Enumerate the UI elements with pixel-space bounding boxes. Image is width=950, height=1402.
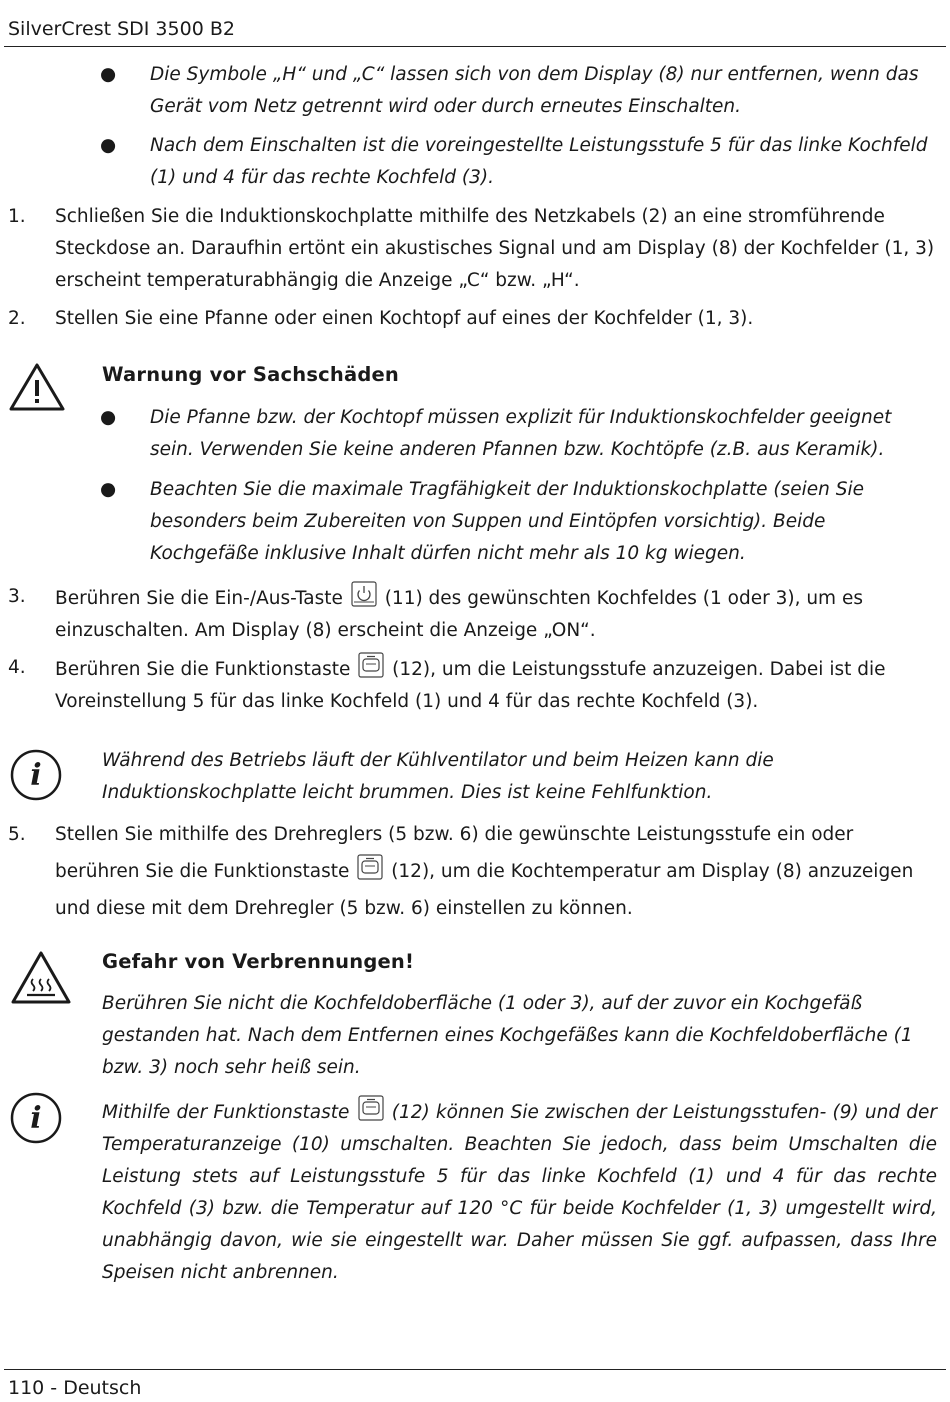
bullet-text: Die Pfanne bzw. der Kochtopf müssen explizit für Induktionskochfelder geeignet sein. Verwenden Sie keine anderen Pfannen bzw. Kochtöpfe (z.B. aus Keramik). [150,407,892,460]
step-3 [8,581,938,647]
info-text: (12) können Sie zwischen der Leistungsstufen- (9) und der Temperaturanzeige (10) umschalten. Beachten Sie jedoch, dass beim Umschalten die Leistung stets auf Leistungsstufe 5 für das linke Kochfeld (1) und 4 für das rechte Kochfeld (3) bzw. die Temperatur auf 120 °C für beide Kochfelder (1, 3) umgestellt wird, unabhängig davon, wie sie eingestellt war. Daher müssen Sie ggf. aufpassen, dass Ihre Speisen nicht anbrennen. [102,1102,937,1283]
step-2 [8,303,938,335]
footer-rule [4,1369,946,1370]
step-text: Berühren Sie die Funktionstaste [55,659,351,680]
warning-triangle-icon [7,361,67,413]
header-rule [4,46,946,47]
page-header: SilverCrest SDI 3500 B2 [8,18,235,40]
step-text: Stellen Sie mithilfe des Drehreglers (5 bzw. 6) die gewünschte Leistungsstufe ein oder berühren Sie die Funktionstaste [55,824,854,882]
svg-text:i: i [30,758,42,793]
step-number: 3. [8,586,26,607]
step-text: Berühren Sie die Ein-/Aus-Taste [55,588,343,609]
step-5 [8,816,938,927]
bullet-icon: ● [100,479,117,500]
function-key-icon [358,1095,384,1121]
step-text: (11) des gewünschten Kochfeldes (1 oder 3), um es einzuschalten. Am Display (8) erscheint die Anzeige „ON“. [55,588,863,641]
power-key-icon [351,581,377,607]
list-item [100,474,930,570]
step-number: 4. [8,657,26,678]
function-key-icon [357,854,383,880]
step-number: 1. [8,206,26,227]
bullet-text: Nach dem Einschalten ist die voreingestellte Leistungsstufe 5 für das linke Kochfeld (1) und 4 für das rechte Kochfeld (3). [150,135,928,188]
burn-warning-title: Gefahr von Verbrennungen! [102,950,415,973]
list-item [100,402,930,466]
bullet-icon: ● [100,407,117,428]
warning-title: Warnung vor Sachschäden [102,363,400,386]
step-text: (12), um die Kochtemperatur am Display (8) anzuzeigen und diese mit dem Drehregler (5 bzw. 6) einstellen zu können. [55,861,914,919]
step-text: (12), um die Leistungsstufe anzuzeigen. Dabei ist die Voreinstellung 5 für das linke Kochfeld (1) und 4 für das rechte Kochfeld (3). [55,659,886,712]
step-4 [8,652,938,718]
info-icon [9,1091,63,1145]
bullet-text: Beachten Sie die maximale Tragfähigkeit der Induktionskochplatte (seien Sie besonders beim Zubereiten von Suppen und Eintöpfen vorsichtig). Beide Kochgefäße inklusive Inhalt dürfen nicht mehr als 10 kg wiegen. [150,479,865,564]
list-item [100,130,930,194]
info-text: Mithilfe der Funktionstaste [102,1102,350,1123]
step-number: 2. [8,308,26,329]
function-key-icon [358,652,384,678]
bullet-icon: ● [100,64,117,85]
bullet-text: Die Symbole „H“ und „C“ lassen sich von dem Display (8) nur entfernen, wenn das Gerät vom Netz getrennt wird oder durch erneutes Einschalten. [150,64,919,117]
info-note: Während des Betriebs läuft der Kühlventilator und beim Heizen kann die Induktionskochplatte leicht brummen. Dies ist keine Fehlfunktion. [102,750,774,803]
list-item [100,59,930,123]
burn-warning-text: Berühren Sie nicht die Kochfeldoberfläche (1 oder 3), auf der zuvor ein Kochgefäß gestanden hat. Nach dem Entfernen eines Kochgefäßes kann die Kochfeldoberfläche (1 bzw. 3) noch sehr heiß sein. [102,993,913,1078]
step-text: Schließen Sie die Induktionskochplatte mithilfe des Netzkabels (2) an eine stromführende Steckdose an. Daraufhin ertönt ein akustisches Signal und am Display (8) der Kochfelder (1, 3) erscheint temperaturabhängig die Anzeige „C“ bzw. „H“. [55,206,935,291]
step-1 [8,201,938,297]
bullet-icon: ● [100,135,117,156]
svg-text:i: i [30,1101,42,1136]
info-icon [9,748,63,802]
page-footer: 110 - Deutsch [8,1377,142,1399]
info-note [102,1095,937,1289]
hot-surface-icon [10,950,72,1006]
step-text: Stellen Sie eine Pfanne oder einen Kochtopf auf eines der Kochfelder (1, 3). [55,308,754,329]
step-number: 5. [8,824,26,845]
